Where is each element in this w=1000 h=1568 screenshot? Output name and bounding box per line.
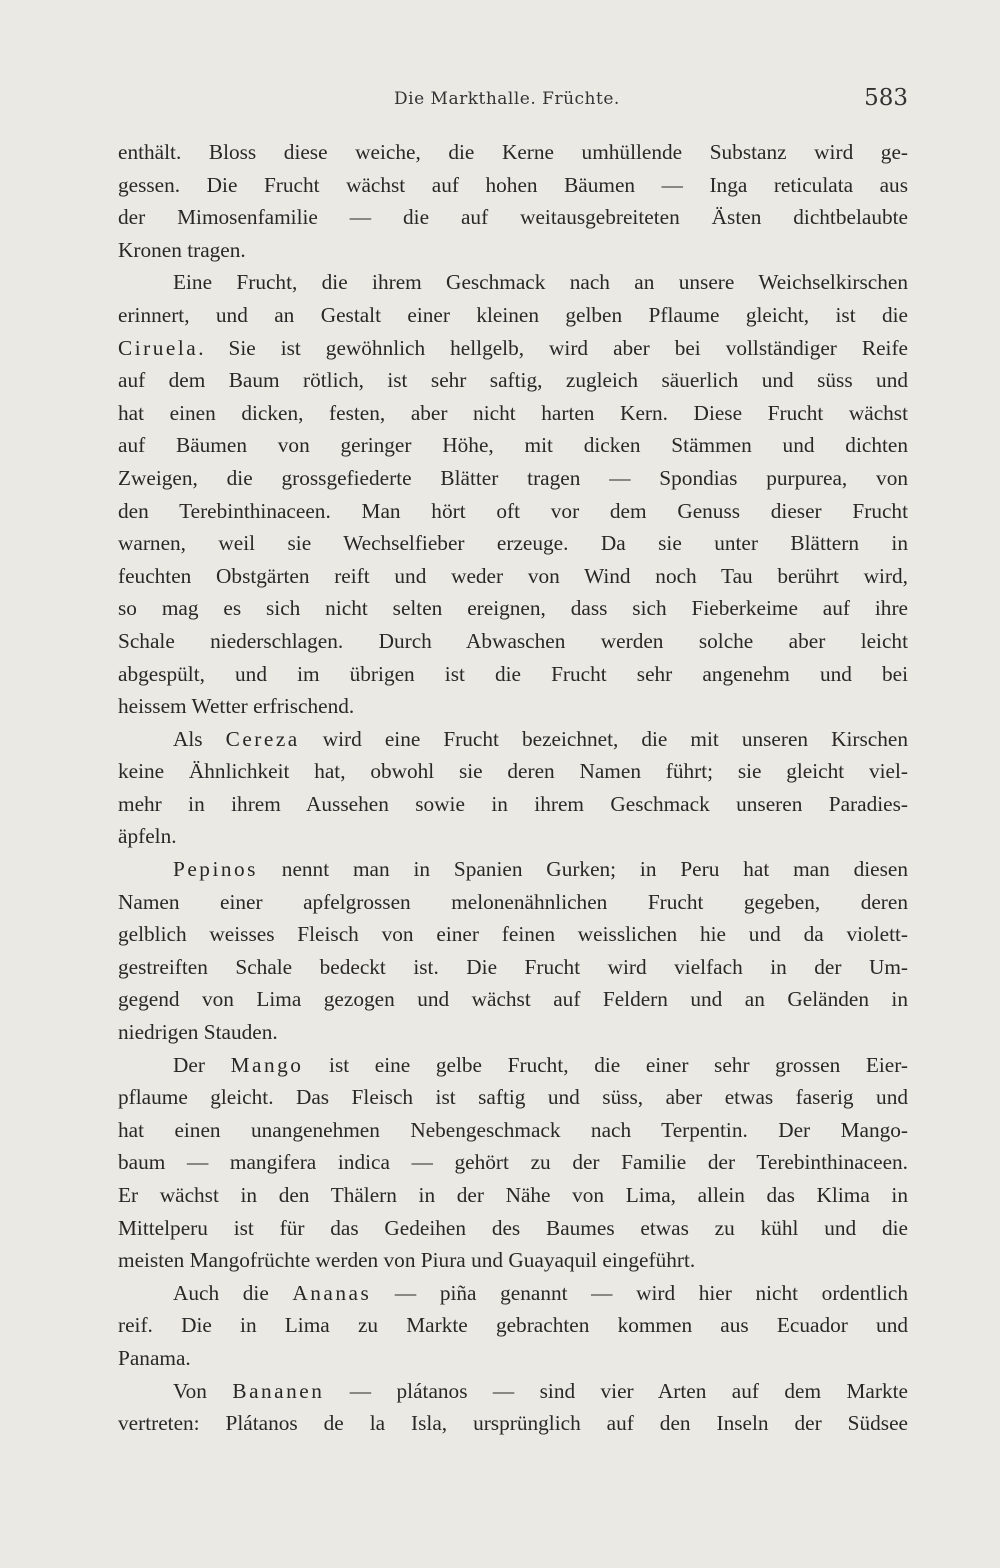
text-segment: Als xyxy=(173,726,226,751)
text-line xyxy=(118,1277,908,1310)
text-line: pflaume gleicht. Das Fleisch ist saftig und süss, aber etwas faserig und xyxy=(118,1085,908,1110)
text-line: Panama. xyxy=(118,1345,191,1370)
text-line: hat einen dicken, festen, aber nicht harten Kern. Diese Frucht wächst xyxy=(118,400,908,425)
text-line: Schale niederschlagen. Durch Abwaschen werden solche aber leicht xyxy=(118,628,908,653)
text-line: enthält. Bloss diese weiche, die Kerne umhüllende Substanz wird ge- xyxy=(118,140,908,164)
text-line: hat einen unangenehmen Nebengeschmack nach Terpentin. Der Mango- xyxy=(118,1117,908,1142)
text-line: der Mimosenfamilie — die auf weitausgebreiteten Ästen dichtbelaubte xyxy=(118,205,908,230)
text-line: keine Ähnlichkeit hat, obwohl sie deren Namen führt; sie gleicht viel- xyxy=(118,759,908,784)
text-line xyxy=(118,1375,908,1408)
text-segment: — plátanos — sind vier Arten auf dem Markte xyxy=(324,1378,908,1403)
text-line: äpfeln. xyxy=(118,824,177,849)
text-line: den Terebinthinaceen. Man hört oft vor dem Genuss dieser Frucht xyxy=(118,498,908,523)
fruit-name-bananen: Bananen xyxy=(232,1378,325,1403)
text-line: gessen. Die Frucht wächst auf hohen Bäumen — Inga reticulata aus xyxy=(118,172,908,197)
text-line: reif. Die in Lima zu Markte gebrachten kommen aus Ecuador und xyxy=(118,1313,908,1338)
fruit-name-cereza: Cereza xyxy=(225,726,300,751)
text-line: warnen, weil sie Wechselfieber erzeuge. Da sie unter Blättern in xyxy=(118,531,908,556)
text-segment: nennt man in Spanien Gurken; in Peru hat man diesen xyxy=(257,857,908,882)
text-line: gegend von Lima gezogen und wächst auf Feldern und an Geländen in xyxy=(118,987,908,1012)
text-line: mehr in ihrem Aussehen sowie in ihrem Geschmack unseren Paradies- xyxy=(118,791,908,816)
text-line xyxy=(118,853,908,886)
fruit-name-pepinos: Pepinos xyxy=(173,857,258,882)
text-line: so mag es sich nicht selten ereignen, dass sich Fieberkeime auf ihre xyxy=(118,596,908,621)
fruit-name-mango: Mango xyxy=(230,1052,304,1077)
text-line: auf Bäumen von geringer Höhe, mit dicken Stämmen und dichten xyxy=(118,433,908,458)
text-line: Mittelperu ist für das Gedeihen des Baumes etwas zu kühl und die xyxy=(118,1215,908,1240)
text-line: heissem Wetter erfrischend. xyxy=(118,694,355,719)
text-segment: . Sie ist gewöhnlich hellgelb, wird aber bei vollständiger Reife xyxy=(198,335,908,360)
text-line: vertreten: Plátanos de la Isla, ursprünglich auf den Inseln der Südsee xyxy=(118,1411,908,1436)
text-line: Kronen tragen. xyxy=(118,237,246,262)
text-line: meisten Mangofrüchte werden von Piura und Guayaquil eingeführt. xyxy=(118,1248,696,1273)
page-number: 583 xyxy=(864,85,908,111)
text-line: abgespült, und im übrigen ist die Frucht sehr angenehm und bei xyxy=(118,661,908,686)
text-segment: — piña genannt — wird hier nicht ordentlich xyxy=(371,1280,909,1305)
text-line xyxy=(118,723,908,756)
body-text xyxy=(118,136,908,1440)
text-segment: wird eine Frucht bezeichnet, die mit unseren Kirschen xyxy=(299,726,908,751)
text-line xyxy=(118,332,908,365)
fruit-name-ciruela: Ciruela xyxy=(118,335,199,360)
text-line: Eine Frucht, die ihrem Geschmack nach an unsere Weichselkirschen xyxy=(173,270,908,295)
text-line xyxy=(118,1049,908,1082)
text-line: auf dem Baum rötlich, ist sehr saftig, zugleich säuerlich und süss und xyxy=(118,368,908,393)
text-line: feuchten Obstgärten reift und weder von Wind noch Tau berührt wird, xyxy=(118,563,908,588)
text-line: niedrigen Stauden. xyxy=(118,1020,278,1045)
text-line: gelblich weisses Fleisch von einer feinen weisslichen hie und da violett- xyxy=(118,922,908,947)
text-line: Namen einer apfelgrossen melonenähnlichen Frucht gegeben, deren xyxy=(118,889,908,914)
text-line: gestreiften Schale bedeckt ist. Die Frucht wird vielfach in der Um- xyxy=(118,954,908,979)
text-segment: ist eine gelbe Frucht, die einer sehr grossen Eier- xyxy=(303,1052,908,1077)
text-line: baum — mangifera indica — gehört zu der Familie der Terebinthinaceen. xyxy=(118,1150,908,1175)
text-segment: Auch die xyxy=(173,1280,293,1305)
running-title: Die Markthalle. Früchte. xyxy=(394,89,620,109)
text-segment: Der xyxy=(173,1052,231,1077)
text-line: erinnert, und an Gestalt einer kleinen gelben Pflaume gleicht, ist die xyxy=(118,302,908,327)
text-line: Zweigen, die grossgefiederte Blätter tragen — Spondias purpurea, von xyxy=(118,465,908,490)
text-line: Er wächst in den Thälern in der Nähe von Lima, allein das Klima in xyxy=(118,1183,908,1207)
page-header xyxy=(118,85,908,115)
fruit-name-ananas: Ananas xyxy=(292,1280,372,1305)
text-segment: Von xyxy=(173,1378,233,1403)
